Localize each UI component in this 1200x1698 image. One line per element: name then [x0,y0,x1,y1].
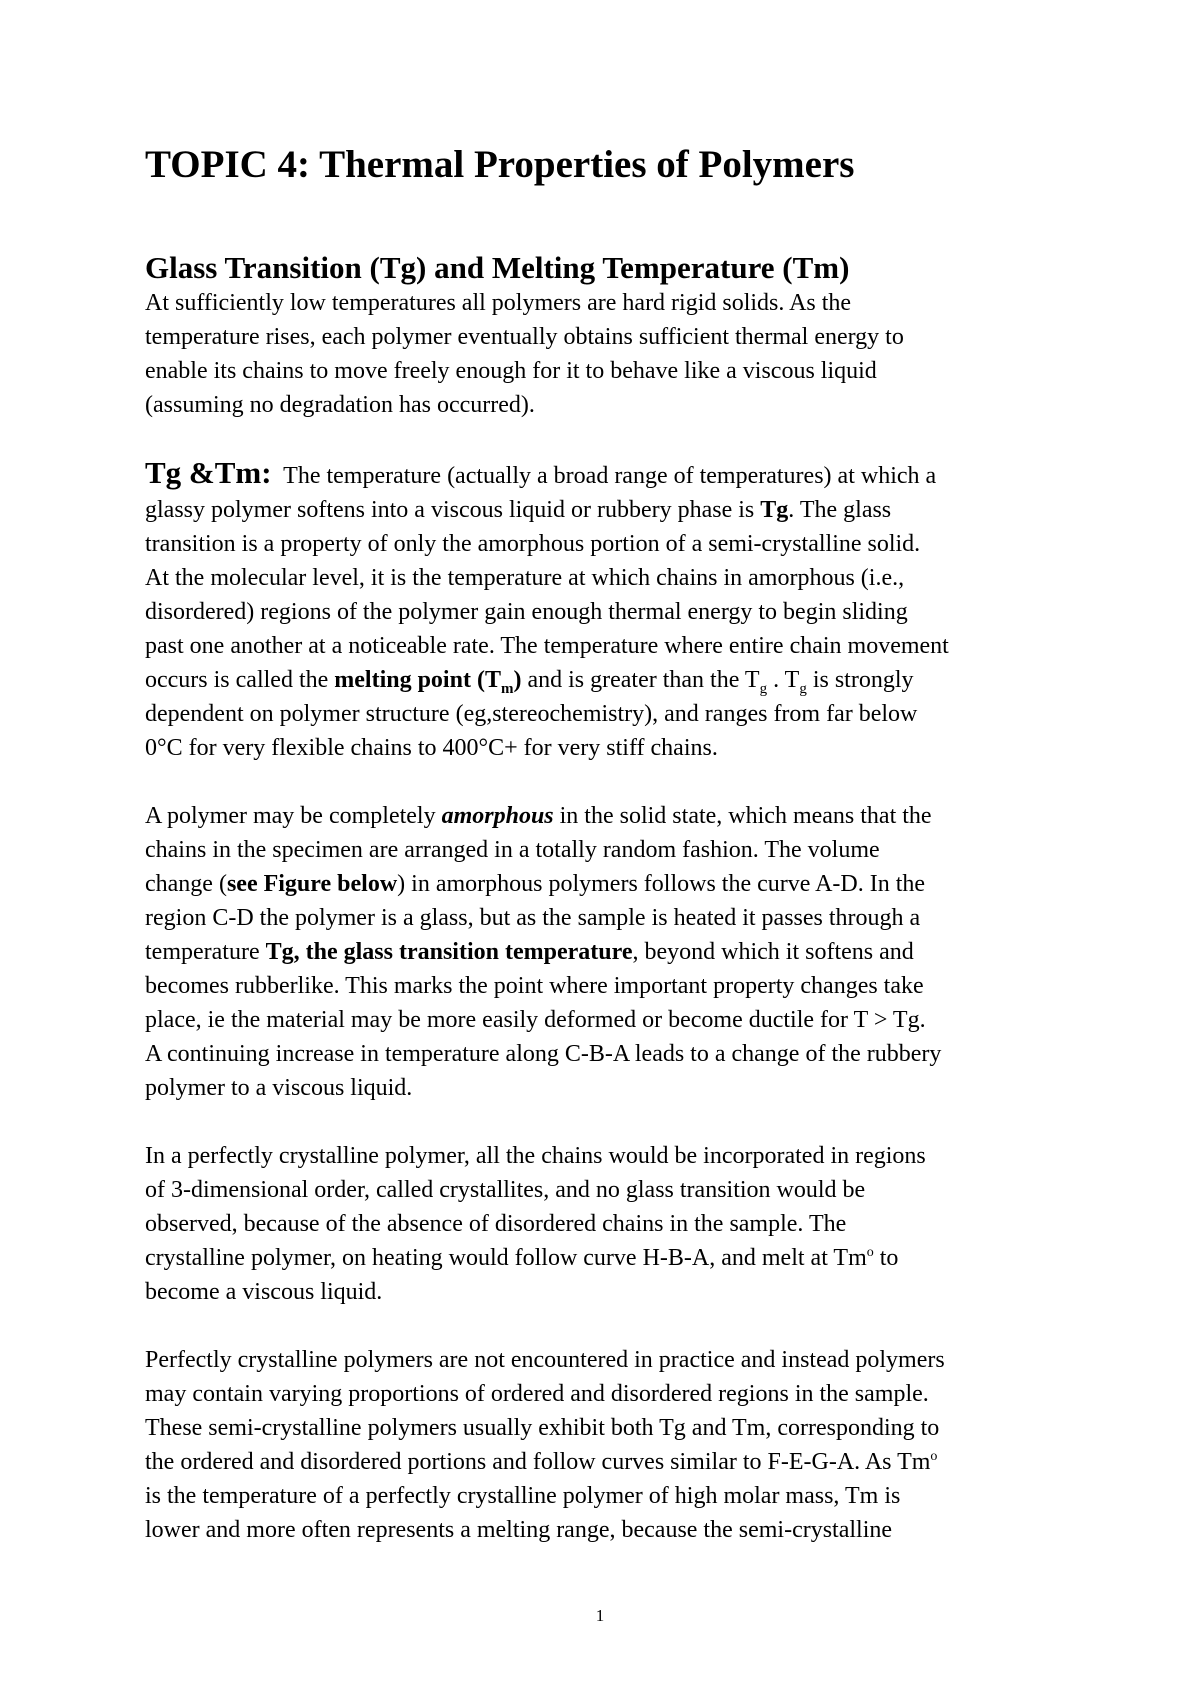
text-line [145,935,1095,969]
text-line: region C-D the polymer is a glass, but as the sample is heated it passes through a [145,905,921,931]
text-line: past one another at a noticeable rate. The temperature where entire chain movement [145,633,949,659]
text-line [145,456,1095,493]
text-line: chains in the specimen are arranged in a totally random fashion. The volume [145,837,880,863]
page-number: 1 [595,1606,605,1625]
bold-term: Tg, the glass transition temperature [265,939,633,965]
text-run: , beyond which it softens and [632,939,914,965]
text-run: crystalline polymer, on heating would follow curve H-B-A, and melt at Tm [145,1245,867,1271]
text-line [145,1445,1095,1479]
text-line: become a viscous liquid. [145,1279,383,1305]
text-line: lower and more often represents a melting range, because the semi-crystalline [145,1517,893,1543]
intro-paragraph [145,286,1095,422]
bold-term: see Figure below [226,871,398,897]
bold-term [334,667,522,697]
text-line: of 3-dimensional order, called crystallites, and no glass transition would be [145,1177,866,1203]
tg-tm-label: Tg &Tm: [145,455,272,490]
text-line [145,493,1095,527]
text-run: and is greater than the T [521,667,760,693]
superscript: o [866,1245,874,1260]
document-body [145,250,1095,1547]
crystalline-paragraph [145,1139,1095,1309]
amorphous-paragraph [145,799,1095,1105]
text-run: A polymer may be completely [145,803,442,829]
text-line: observed, because of the absence of disordered chains in the sample. The [145,1211,847,1237]
text-line: polymer to a viscous liquid. [145,1075,413,1101]
bold-run: melting point [334,667,471,693]
text-run: glassy polymer softens into a viscous liquid or rubbery phase is [145,497,761,523]
text-run: occurs is called the [145,667,335,693]
subscript: g [799,680,807,697]
subscript: g [759,680,768,697]
tg-tm-paragraph [145,456,1095,765]
text-line: At sufficiently low temperatures all polymers are hard rigid solids. As the [145,290,852,316]
paragraph-spacer [145,1105,1095,1139]
section-heading: Glass Transition (Tg) and Melting Temperature (Tm) [145,250,850,285]
text-line: At the molecular level, it is the temperature at which chains in amorphous (i.e., [145,565,905,591]
text-run: in the solid state, which means that the [553,803,932,829]
text-run: change ( [145,871,227,897]
page-title: TOPIC 4: Thermal Properties of Polymers [145,143,855,186]
text-line: dependent on polymer structure (eg,stereochemistry), and ranges from far below [145,701,918,727]
bold-run: ) [513,667,522,693]
text-run: . T [767,667,800,693]
paragraph-spacer [145,1309,1095,1343]
text-line: disordered) regions of the polymer gain enough thermal energy to begin sliding [145,599,908,625]
text-run: temperature [145,939,266,965]
text-run: . The glass [788,497,892,523]
text-line: enable its chains to move freely enough for it to behave like a viscous liquid [145,358,877,384]
text-line: (assuming no degradation has occurred). [145,392,535,418]
text-run: ) in amorphous polymers follows the curve A-D. In the [397,871,926,897]
text-line [145,867,1095,901]
superscript: o [930,1449,938,1464]
text-line: 0°C for very flexible chains to 400°C+ for very stiff chains. [145,735,718,761]
bold-run: (T [470,667,501,693]
text-line: Perfectly crystalline polymers are not encountered in practice and instead polymers [145,1347,945,1373]
text-line: becomes rubberlike. This marks the point where important property changes take [145,973,924,999]
text-run: the ordered and disordered portions and follow curves similar to F-E-G-A. As Tm [145,1449,931,1475]
text-line: In a perfectly crystalline polymer, all the chains would be incorporated in regions [145,1143,926,1169]
text-run: to [873,1245,899,1271]
text-run: is strongly [806,667,914,693]
subscript: m [500,680,514,697]
text-line [145,799,1095,833]
bold-term: Tg [760,497,789,523]
emphasized-term: amorphous [441,803,554,829]
text-line: A continuing increase in temperature along C-B-A leads to a change of the rubbery [145,1041,942,1067]
text-line [145,1241,1095,1275]
semicrystalline-paragraph [145,1343,1095,1547]
text-run: The temperature (actually a broad range of temperatures) at which a [283,463,937,489]
text-line [145,663,1095,697]
text-line: temperature rises, each polymer eventually obtains sufficient thermal energy to [145,324,904,350]
text-line: These semi-crystalline polymers usually exhibit both Tg and Tm, corresponding to [145,1415,940,1441]
text-line: place, ie the material may be more easily deformed or become ductile for T > Tg. [145,1007,926,1033]
text-line: may contain varying proportions of ordered and disordered regions in the sample. [145,1381,929,1407]
paragraph-spacer [145,765,1095,799]
text-line: is the temperature of a perfectly crystalline polymer of high molar mass, Tm is [145,1483,901,1509]
paragraph-spacer [145,422,1095,456]
text-line: transition is a property of only the amorphous portion of a semi-crystalline solid. [145,531,921,557]
